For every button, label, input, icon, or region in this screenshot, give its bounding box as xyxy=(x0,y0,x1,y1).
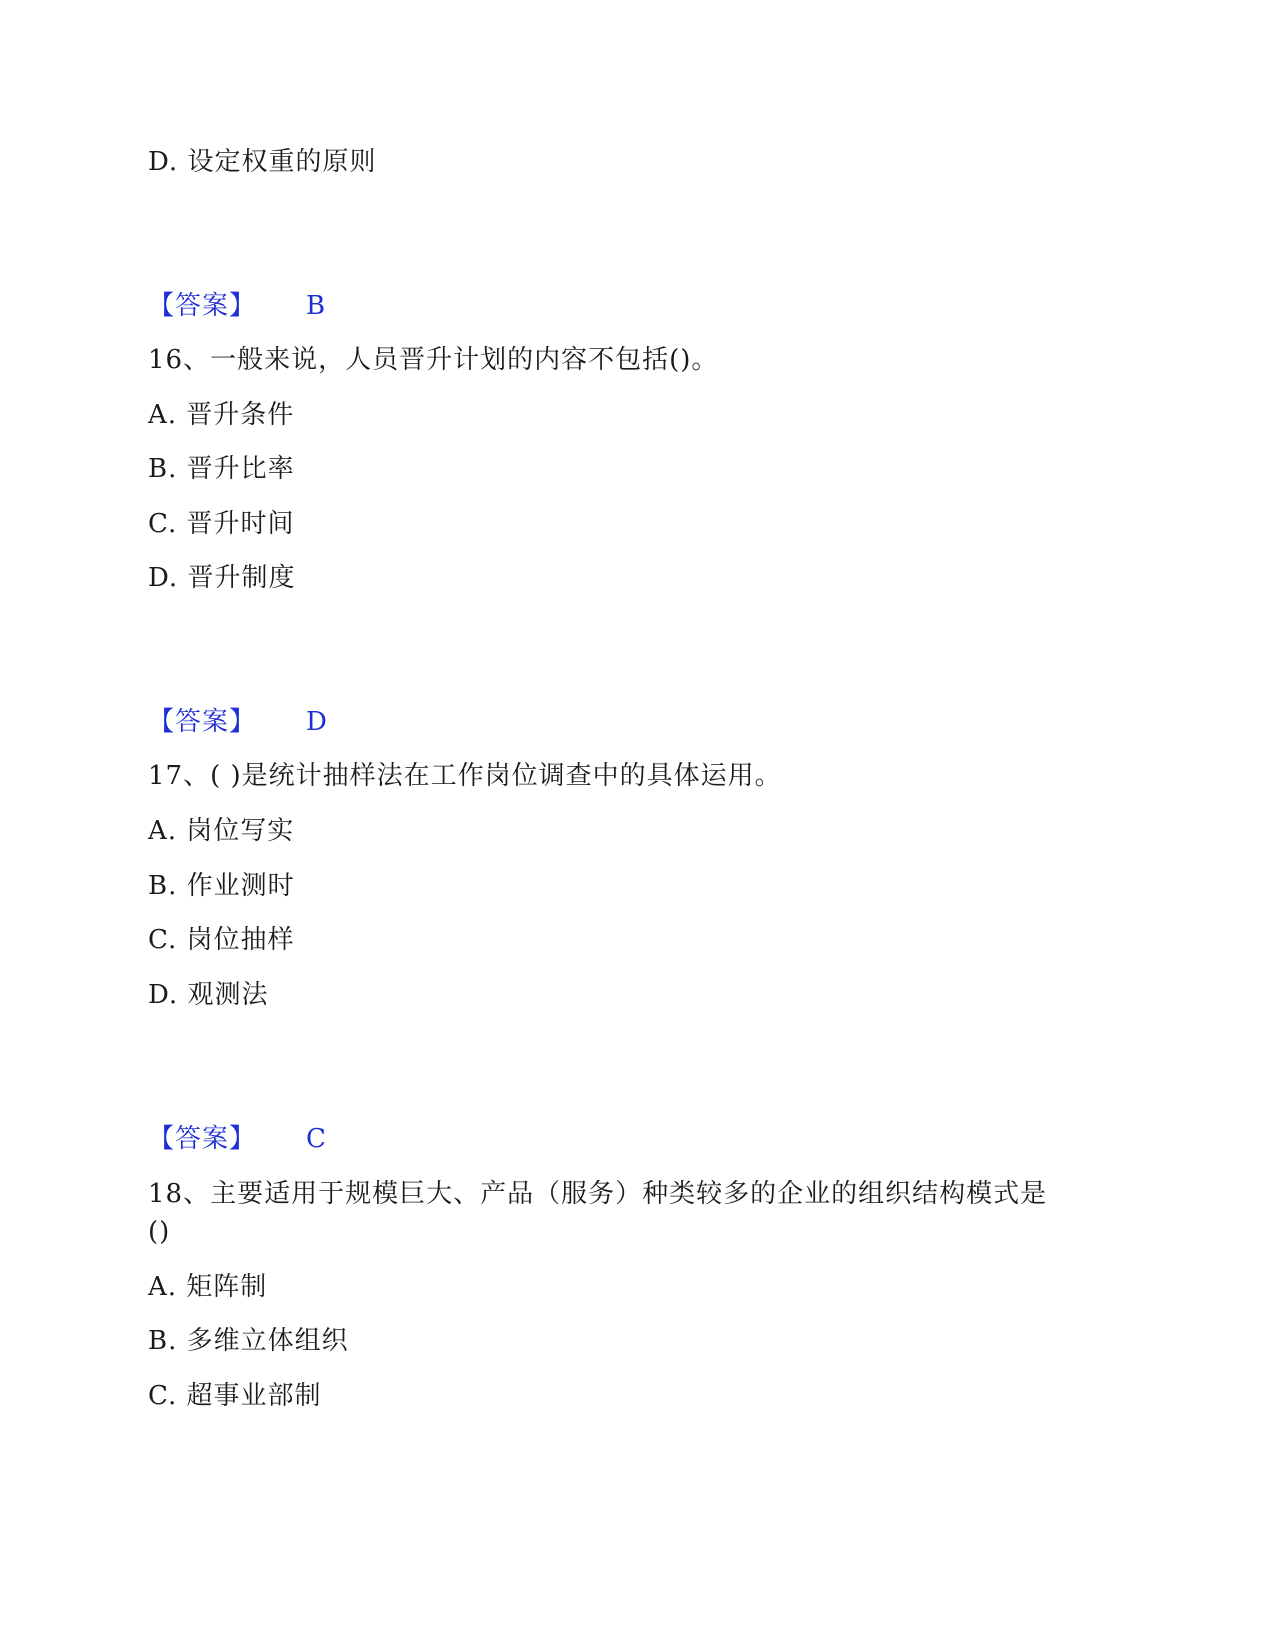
q17-stem: 17、( )是统计抽样法在工作岗位调查中的具体运用。 xyxy=(148,761,782,791)
q17-option-c: C. 岗位抽样 xyxy=(148,925,295,955)
q16-stem: 16、一般来说，人员晋升计划的内容不包括()。 xyxy=(148,345,719,375)
q16-option-c: C. 晋升时间 xyxy=(148,509,295,539)
q16-option-b: B. 晋升比率 xyxy=(148,454,295,484)
q18-stem-line2: () xyxy=(148,1217,171,1247)
q16-option-a: A. 晋升条件 xyxy=(148,400,295,430)
q17-answer xyxy=(148,1123,327,1155)
answer-label: 【答案】 xyxy=(148,1124,257,1154)
answer-value: D xyxy=(306,707,328,737)
q15-answer xyxy=(148,290,326,322)
q18-option-c: C. 超事业部制 xyxy=(148,1381,322,1411)
q17-option-a: A. 岗位写实 xyxy=(148,816,295,846)
answer-label: 【答案】 xyxy=(148,291,257,321)
q18-stem-line1: 18、主要适用于规模巨大、产品（服务）种类较多的企业的组织结构模式是 xyxy=(148,1179,1048,1209)
q18-option-b: B. 多维立体组织 xyxy=(148,1326,349,1356)
answer-value: B xyxy=(306,291,327,321)
q18-option-a: A. 矩阵制 xyxy=(148,1272,268,1302)
q16-option-d: D. 晋升制度 xyxy=(148,563,296,593)
q17-option-b: B. 作业测时 xyxy=(148,871,295,901)
q16-answer xyxy=(148,706,328,738)
answer-label: 【答案】 xyxy=(148,707,257,737)
q15-option-d: D. 设定权重的原则 xyxy=(148,147,377,177)
answer-value: C xyxy=(306,1124,327,1154)
q17-option-d: D. 观测法 xyxy=(148,980,269,1010)
